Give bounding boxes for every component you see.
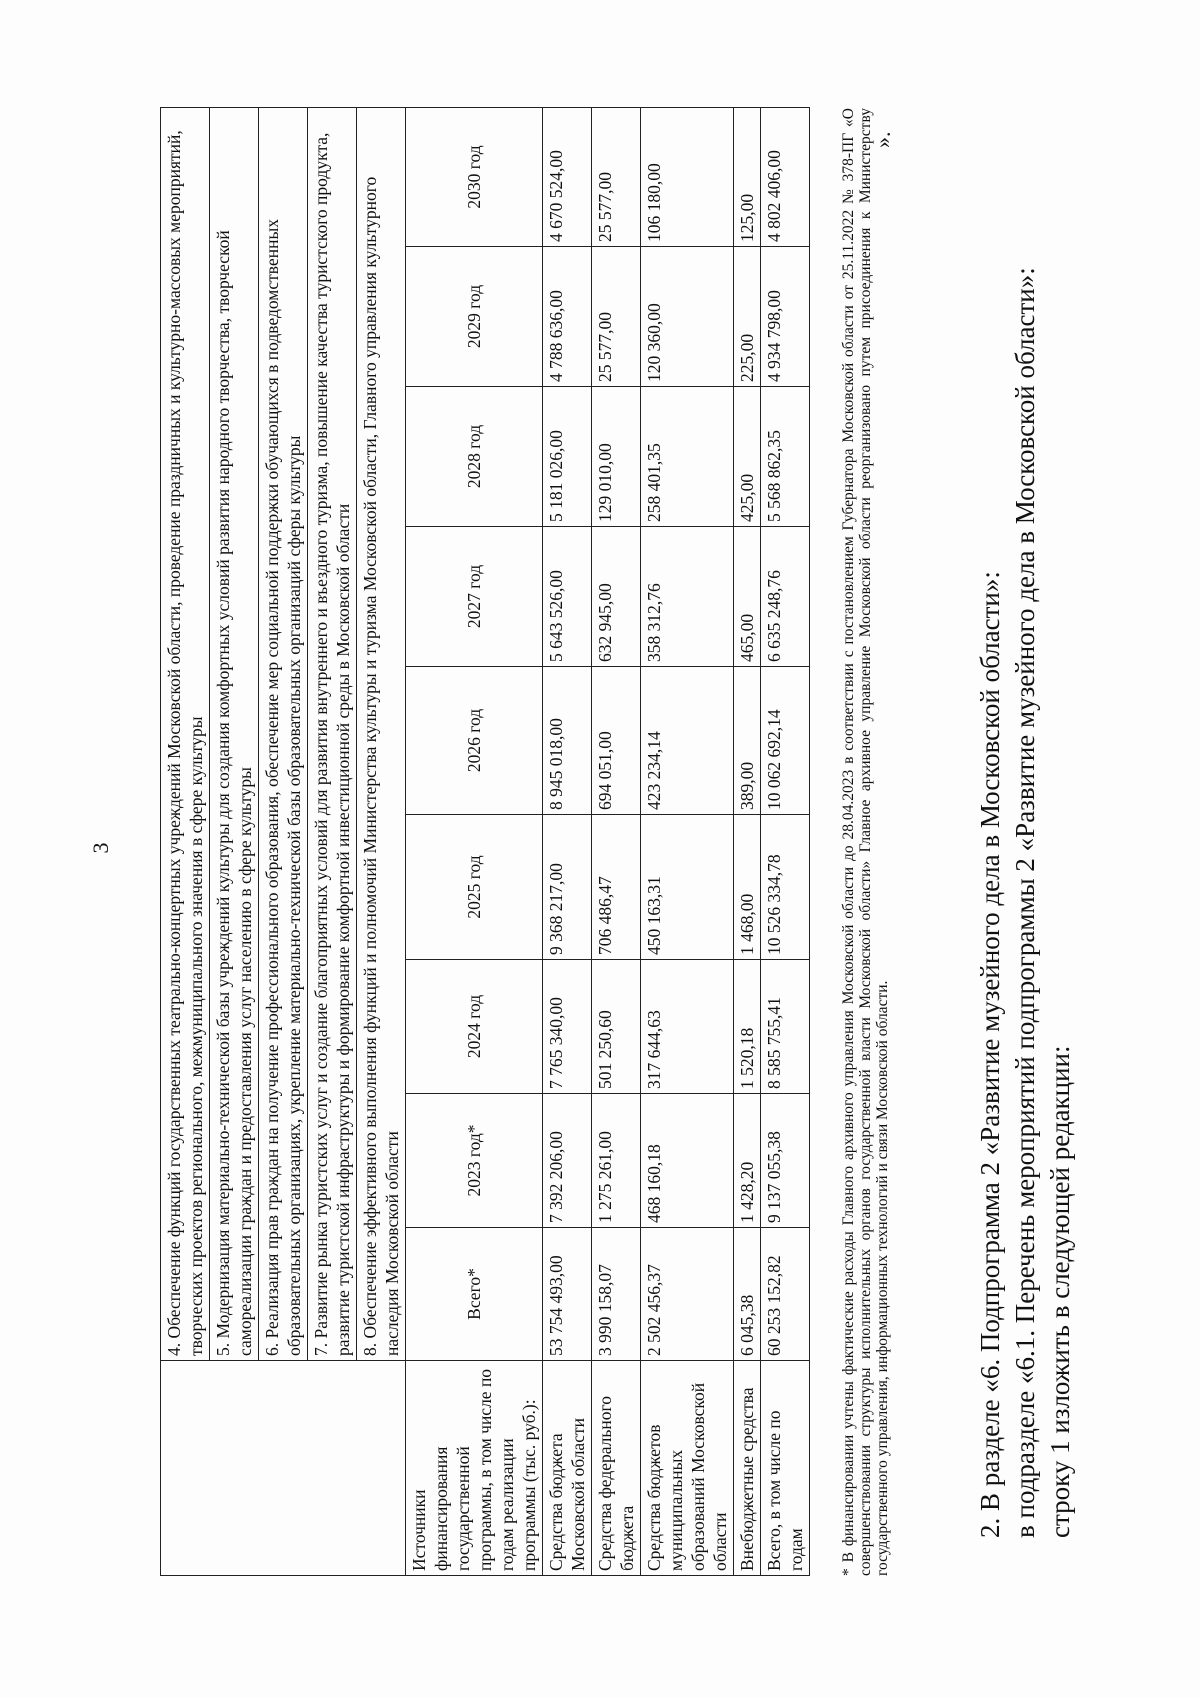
table-cell: 632 945,00 <box>592 527 641 667</box>
table-cell: 1 468,00 <box>734 815 761 960</box>
goal-4: 4. Обеспечение функций государственных театрально-концертных учреждений Московской области, проведение праздничных и культурно-массовых мероприятий, творческих проектов регионального, межмуниципального значения в сфере культуры <box>161 107 210 1360</box>
column-header: Всего* <box>406 1228 543 1361</box>
financing-table <box>160 107 810 1576</box>
table-cell: 9 368 217,00 <box>543 815 592 960</box>
paragraph-subsection: в подразделе «6.1. Перечень мероприятий подпрограммы 2 «Развитие музейного дела в Московской области»: <box>1010 267 1040 1538</box>
table-cell: 106 180,00 <box>641 107 734 246</box>
table-cell: 358 312,76 <box>641 527 734 667</box>
table-cell: 1 520,18 <box>734 960 761 1094</box>
header-row <box>406 107 543 1575</box>
table-cell: 258 401,35 <box>641 387 734 527</box>
table-cell: 60 253 152,82 <box>761 1228 810 1361</box>
table-cell: 389,00 <box>734 667 761 815</box>
column-header: 2029 год <box>406 247 543 387</box>
goal-8: 8. Обеспечение эффективного выполнения функций и полномочий Министерства культуры и туризма Московской области, Главного управления культурного наследия Московской области <box>357 107 406 1360</box>
table-row <box>543 107 592 1575</box>
table-cell: 10 526 334,78 <box>761 815 810 960</box>
table-cell: 468 160,18 <box>641 1094 734 1228</box>
table-cell: 501 250,60 <box>592 960 641 1094</box>
table-cell: 317 644,63 <box>641 960 734 1094</box>
table-cell: 53 754 493,00 <box>543 1228 592 1361</box>
goal-row <box>308 107 357 1575</box>
table-cell: 9 137 055,38 <box>761 1094 810 1228</box>
table-cell: 120 360,00 <box>641 247 734 387</box>
table-cell: 1 428,20 <box>734 1094 761 1228</box>
table-row <box>734 107 761 1575</box>
column-header: 2027 год <box>406 527 543 667</box>
goal-6: 6. Реализация прав граждан на получение профессионального образования, обеспечение мер социальной поддержки обучающихся в подведомственных образовательных организациях, укрепление материально-технической базы образовательных организаций сферы культуры <box>259 107 308 1360</box>
column-header: 2023 год* <box>406 1094 543 1228</box>
column-header: 2025 год <box>406 815 543 960</box>
table-cell: 7 392 206,00 <box>543 1094 592 1228</box>
table-cell: 225,00 <box>734 247 761 387</box>
blank-cell <box>161 1361 406 1576</box>
page-number: 3 <box>88 842 113 854</box>
table-cell: 4 788 636,00 <box>543 247 592 387</box>
table-cell: 25 577,00 <box>592 247 641 387</box>
row-label: Всего, в том числе по годам <box>761 1361 810 1576</box>
rotated-content <box>70 48 1130 1648</box>
table-cell: 465,00 <box>734 527 761 667</box>
table-row <box>592 107 641 1575</box>
table-cell: 1 275 261,00 <box>592 1094 641 1228</box>
row-label: Средства федерального бюджета <box>592 1361 641 1576</box>
table-cell: 694 051,00 <box>592 667 641 815</box>
table-cell: 125,00 <box>734 107 761 246</box>
table-row <box>641 107 734 1575</box>
table-cell: 450 163,31 <box>641 815 734 960</box>
table-cell: 4 934 798,00 <box>761 247 810 387</box>
table-cell: 3 990 158,07 <box>592 1228 641 1361</box>
table-cell: 4 802 406,00 <box>761 107 810 246</box>
row-label: Внебюджетные средства <box>734 1361 761 1576</box>
table-row-total <box>761 107 810 1575</box>
table-cell: 129 010,00 <box>592 387 641 527</box>
goal-row <box>259 107 308 1575</box>
paragraph-section-2: 2. В разделе «6. Подпрограмма 2 «Развитие музейного дела в Московской области»: <box>975 571 1005 1538</box>
paragraph-instruction: строку 1 изложить в следующей редакции: <box>1045 1045 1075 1538</box>
column-header: 2030 год <box>406 107 543 246</box>
column-header: 2026 год <box>406 667 543 815</box>
table-cell: 425,00 <box>734 387 761 527</box>
header-label: Источники финансирования государственной программы, в том числе по годам реализации программы (тыс. руб.): <box>406 1361 543 1576</box>
footnote: * В финансировании учтены фактические расходы Главного архивного управления Московской области до 28.04.2023 в соответствии с постановлением Губернатора Московской области от 25.11.2022 № 378-ПГ «О совершенствовании структуры исполнительных органов государственной власти Московской области» Главное архивное управление Московской области реорганизовано путем присоединения к Министерству государственного управления, информационных технологий и связи Московской области. <box>840 108 891 1576</box>
row-label: Средства бюджетов муниципальных образований Московской области <box>641 1361 734 1576</box>
column-header: 2028 год <box>406 387 543 527</box>
table-cell: 7 765 340,00 <box>543 960 592 1094</box>
goal-5: 5. Модернизация материально-технической базы учреждений культуры для создания комфортных условий развития народного творчества, творческой самореализации граждан и предоставления услуг населению в сфере культуры <box>210 107 259 1360</box>
row-label: Средства бюджета Московской области <box>543 1361 592 1576</box>
table-cell: 6 635 248,76 <box>761 527 810 667</box>
table-cell: 25 577,00 <box>592 107 641 246</box>
goal-row <box>357 107 406 1575</box>
table-cell: 5 643 526,00 <box>543 527 592 667</box>
table-cell: 10 062 692,14 <box>761 667 810 815</box>
closing-quote: ». <box>870 131 895 148</box>
table-cell: 2 502 456,37 <box>641 1228 734 1361</box>
goal-row <box>210 107 259 1575</box>
table-cell: 706 486,47 <box>592 815 641 960</box>
table-cell: 423 234,14 <box>641 667 734 815</box>
column-header: 2024 год <box>406 960 543 1094</box>
table-cell: 5 568 862,35 <box>761 387 810 527</box>
goal-row <box>161 107 210 1575</box>
table-cell: 8 585 755,41 <box>761 960 810 1094</box>
table-cell: 5 181 026,00 <box>543 387 592 527</box>
goal-7: 7. Развитие рынка туристских услуг и создание благоприятных условий для развития внутреннего и въездного туризма, повышение качества туристского продукта, развитие туристской инфраструктуры и формирование комфортной инвестиционной среды в Московской области <box>308 107 357 1360</box>
table-cell: 8 945 018,00 <box>543 667 592 815</box>
table-cell: 4 670 524,00 <box>543 107 592 246</box>
table-cell: 6 045,38 <box>734 1228 761 1361</box>
